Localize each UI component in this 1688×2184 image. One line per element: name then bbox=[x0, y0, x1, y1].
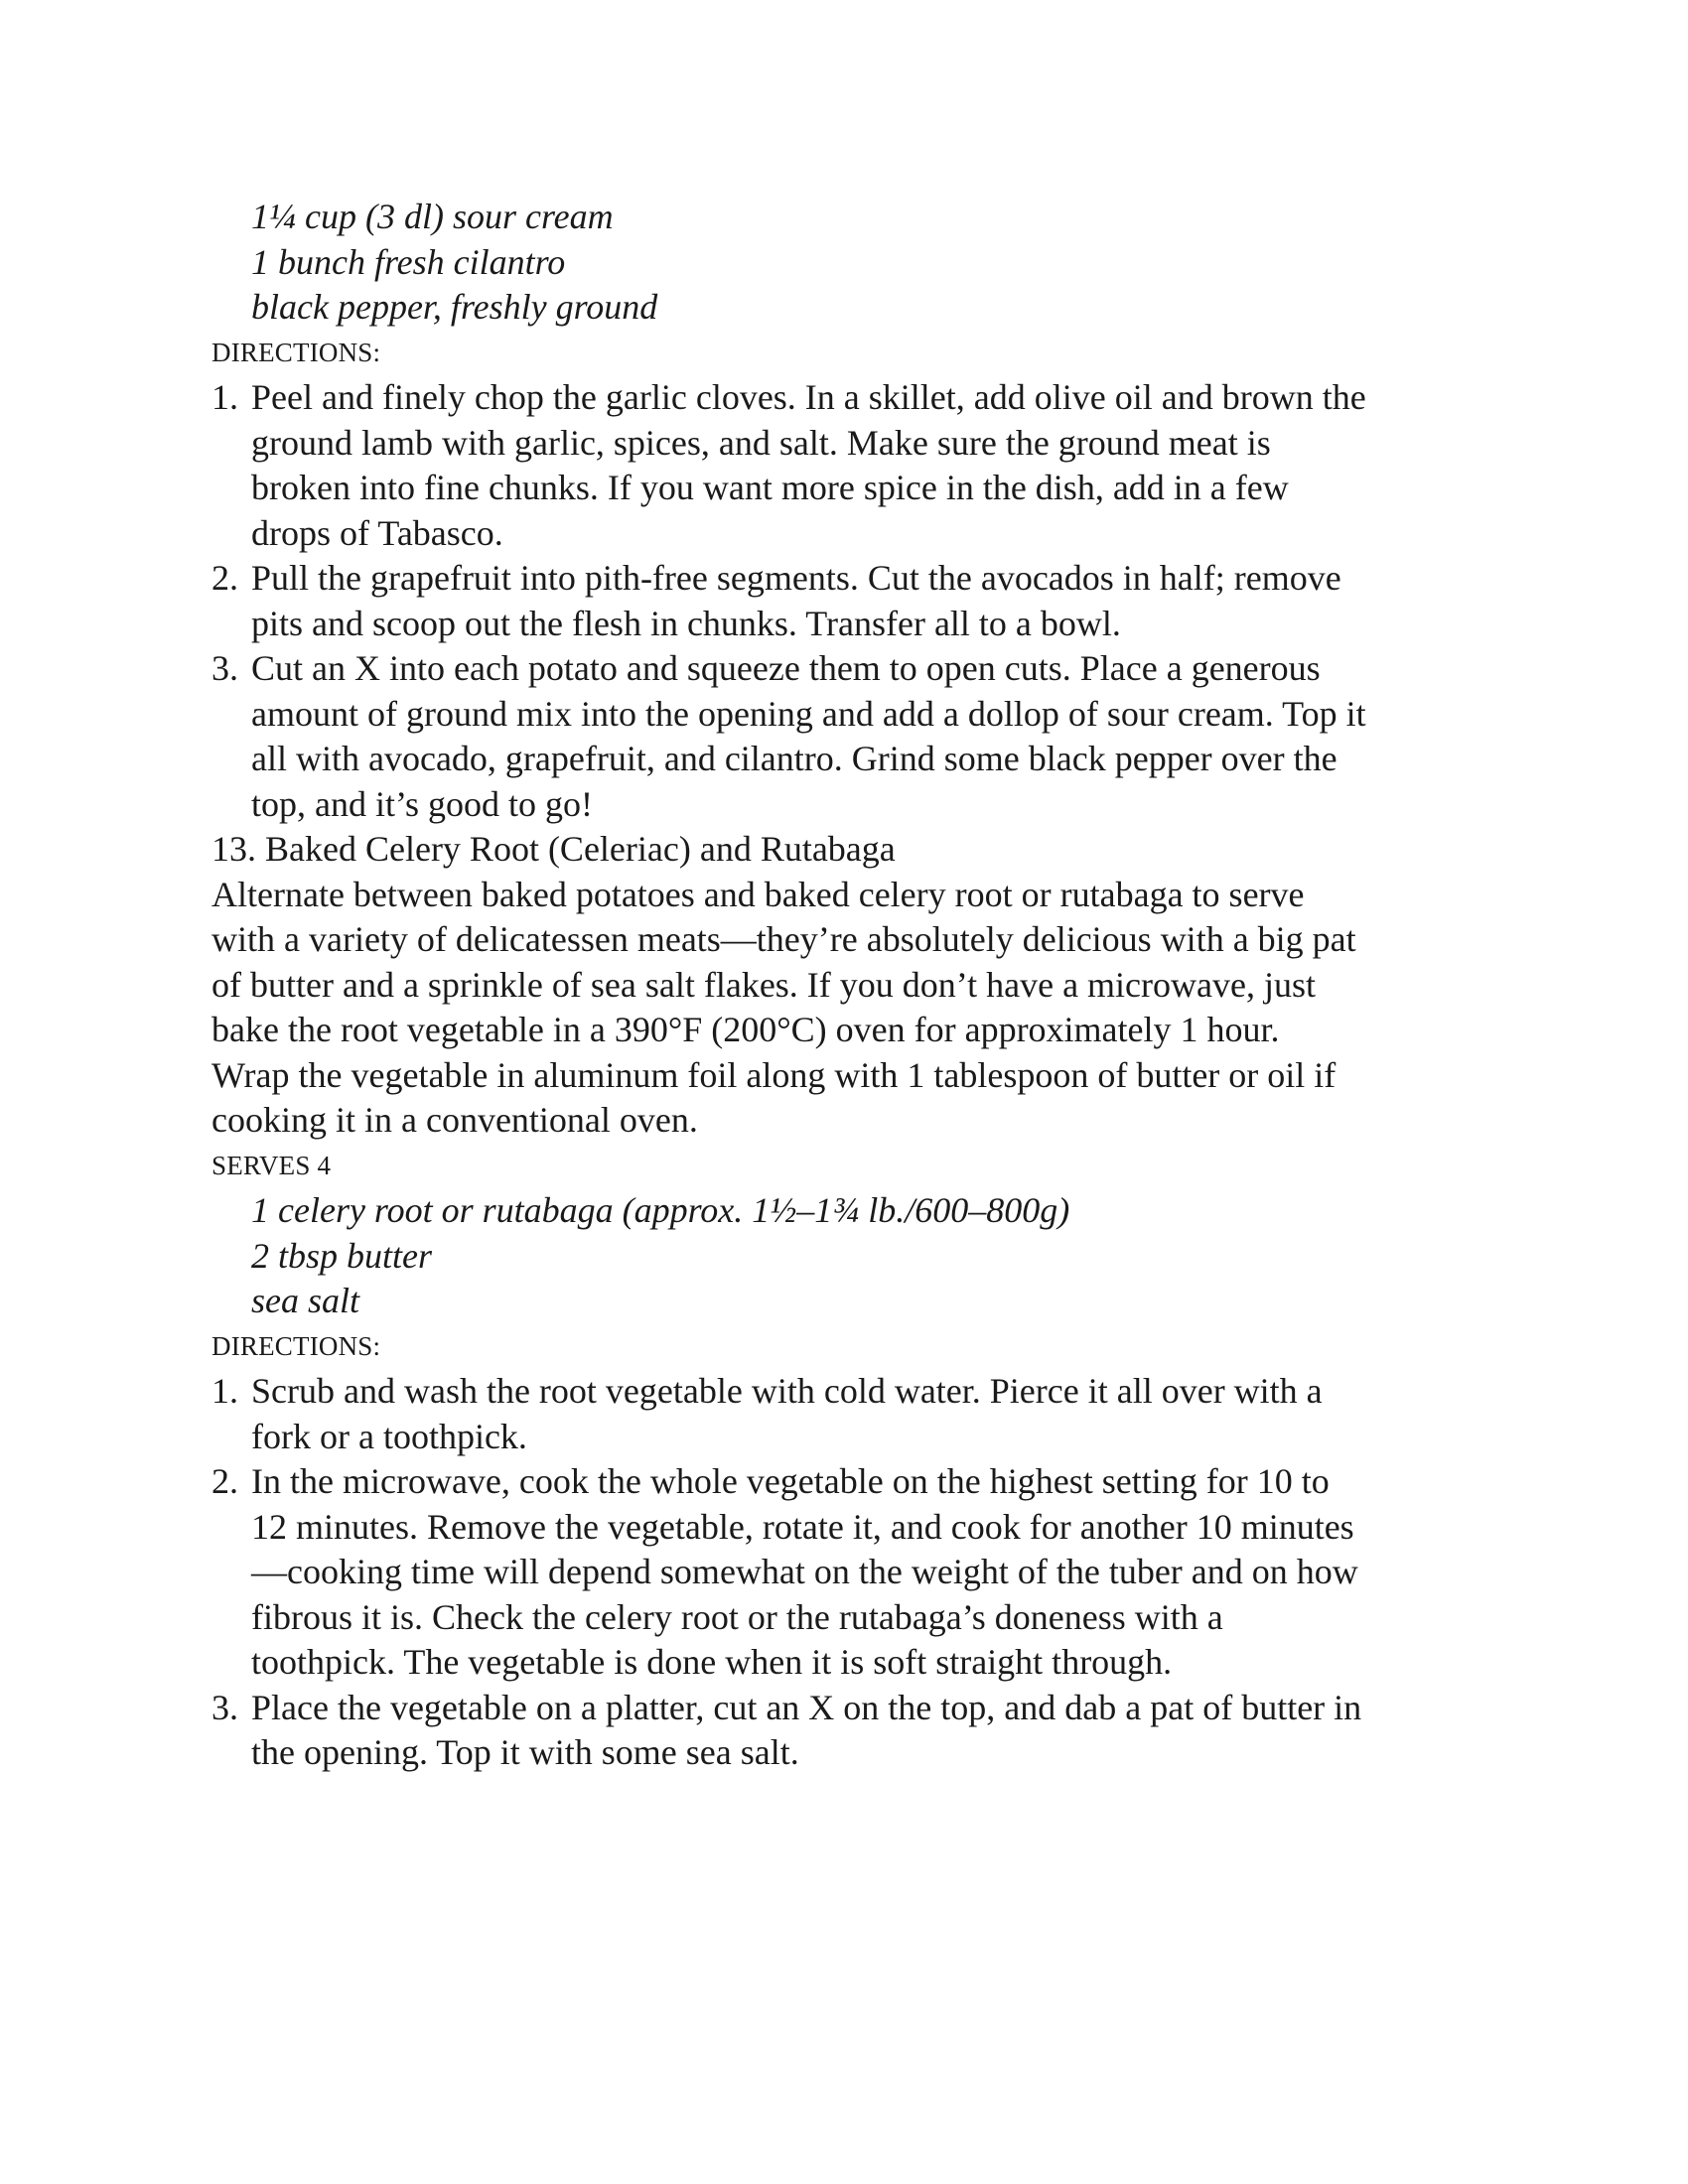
serves-label: SERVES 4 bbox=[211, 1150, 332, 1180]
directions-label: DIRECTIONS: bbox=[211, 337, 381, 367]
step-line: Peel and finely chop the garlic cloves. In a skillet, add olive oil and brown the bbox=[251, 377, 1366, 417]
step-line: broken into fine chunks. If you want more spice in the dish, add in a few bbox=[251, 468, 1289, 507]
direction-step-1 bbox=[211, 375, 1502, 556]
recipe-intro-line: Alternate between baked potatoes and baked celery root or rutabaga to serve bbox=[211, 874, 1305, 914]
direction-step-2 bbox=[211, 1459, 1502, 1686]
ingredient-sea-salt: sea salt bbox=[251, 1281, 360, 1320]
ingredient-sour-cream: 1¼ cup (3 dl) sour cream bbox=[251, 197, 614, 236]
step-line: fibrous it is. Check the celery root or the rutabaga’s doneness with a bbox=[251, 1596, 1223, 1637]
document-page bbox=[211, 195, 1502, 1776]
recipe-title: 13. Baked Celery Root (Celeriac) and Rutabaga bbox=[211, 829, 896, 869]
recipe-intro-line: with a variety of delicatessen meats—they’re absolutely delicious with a big pat bbox=[211, 919, 1356, 959]
recipe-intro-line: Wrap the vegetable in aluminum foil along with 1 tablespoon of butter or oil if bbox=[211, 1054, 1336, 1095]
step-line: —cooking time will depend somewhat on the weight of the tuber and on how bbox=[251, 1552, 1358, 1591]
step-line: the opening. Top it with some sea salt. bbox=[251, 1732, 799, 1772]
step-line: 12 minutes. Remove the vegetable, rotate it, and cook for another 10 minutes bbox=[251, 1506, 1354, 1547]
step-line: fork or a toothpick. bbox=[251, 1416, 527, 1456]
direction-step-1 bbox=[211, 1369, 1502, 1459]
recipe-intro-line: bake the root vegetable in a 390°F (200°C) oven for approximately 1 hour. bbox=[211, 1010, 1280, 1049]
ingredient-black-pepper: black pepper, freshly ground bbox=[251, 287, 658, 327]
step-line: Pull the grapefruit into pith-free segments. Cut the avocados in half; remove bbox=[251, 558, 1341, 598]
step-line: Scrub and wash the root vegetable with cold water. Pierce it all over with a bbox=[251, 1371, 1323, 1411]
step-number: 2. bbox=[211, 558, 238, 598]
step-line: pits and scoop out the flesh in chunks. Transfer all to a bowl. bbox=[251, 603, 1121, 643]
step-line: amount of ground mix into the opening and add a dollop of sour cream. Top it bbox=[251, 693, 1366, 734]
step-line: all with avocado, grapefruit, and cilantro. Grind some black pepper over the bbox=[251, 739, 1337, 778]
step-line: Cut an X into each potato and squeeze them to open cuts. Place a generous bbox=[251, 648, 1321, 688]
step-number: 2. bbox=[211, 1461, 238, 1501]
ingredient-celery-root: 1 celery root or rutabaga (approx. 1½–1¾ lb./600–800g) bbox=[251, 1190, 1070, 1230]
ingredient-cilantro: 1 bunch fresh cilantro bbox=[251, 241, 566, 282]
step-line: Place the vegetable on a platter, cut an X on the top, and dab a pat of butter in bbox=[251, 1687, 1362, 1727]
recipe-intro-line: of butter and a sprinkle of sea salt flakes. If you don’t have a microwave, just bbox=[211, 964, 1316, 1005]
step-line: In the microwave, cook the whole vegetable on the highest setting for 10 to bbox=[251, 1461, 1330, 1501]
direction-step-3 bbox=[211, 1686, 1502, 1776]
step-line: top, and it’s good to go! bbox=[251, 783, 593, 824]
recipe-intro-line: cooking it in a conventional oven. bbox=[211, 1100, 698, 1140]
directions-label: DIRECTIONS: bbox=[211, 1330, 381, 1361]
direction-step-3 bbox=[211, 646, 1502, 827]
ingredient-butter: 2 tbsp butter bbox=[251, 1235, 433, 1276]
step-number: 3. bbox=[211, 1687, 238, 1727]
step-line: drops of Tabasco. bbox=[251, 512, 503, 553]
direction-step-2 bbox=[211, 556, 1502, 646]
step-number: 1. bbox=[211, 377, 238, 417]
step-line: toothpick. The vegetable is done when it is soft straight through. bbox=[251, 1642, 1173, 1682]
step-line: ground lamb with garlic, spices, and salt. Make sure the ground meat is bbox=[251, 422, 1271, 463]
step-number: 1. bbox=[211, 1371, 238, 1411]
step-number: 3. bbox=[211, 648, 238, 688]
